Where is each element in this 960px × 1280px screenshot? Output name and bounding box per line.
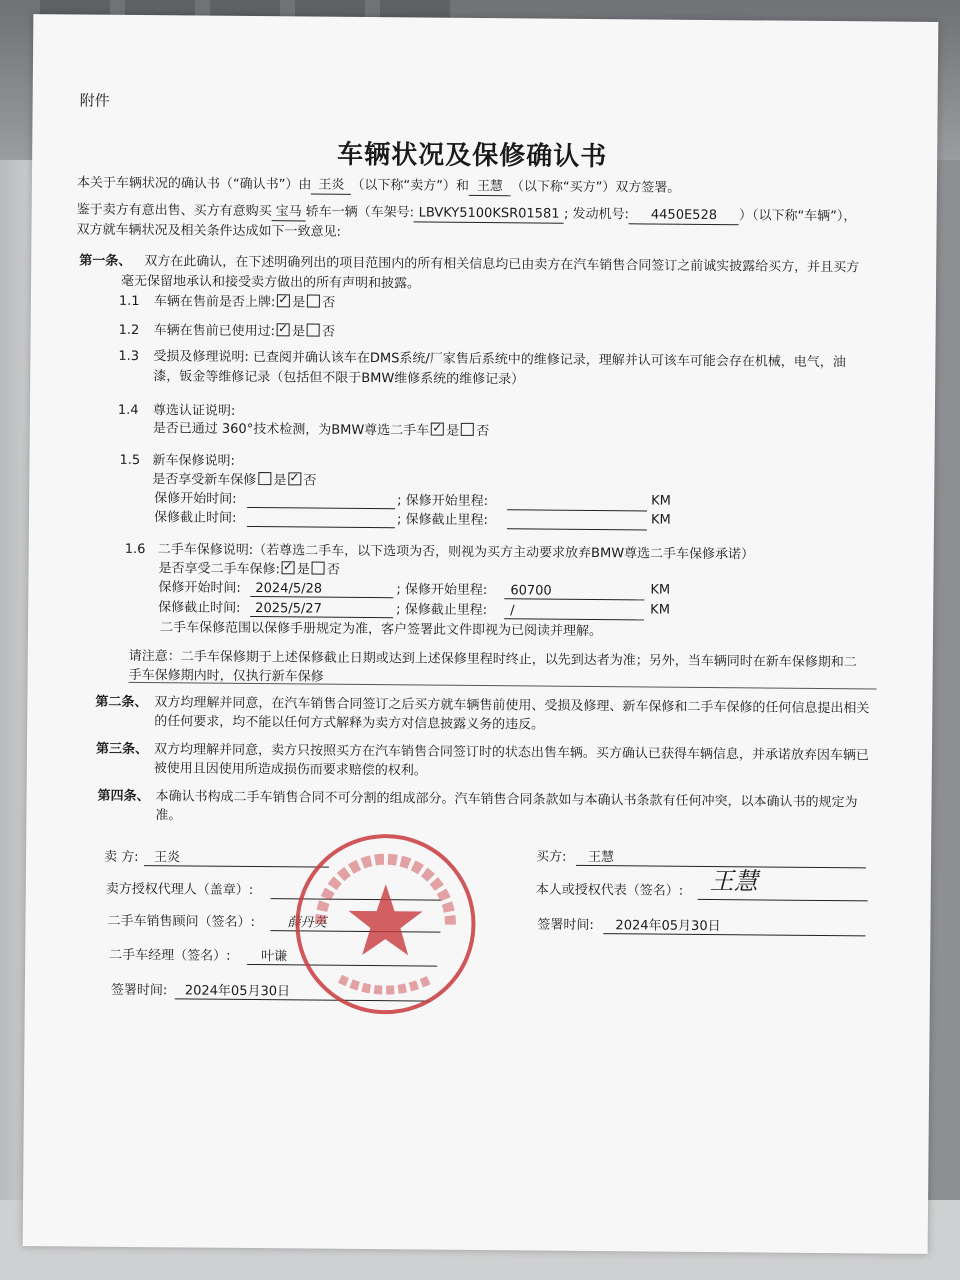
- seller-agent-label: 卖方授权代理人（盖章）:: [105, 881, 254, 899]
- notice-text: 手车保修期内时，仅执行新车保修: [128, 667, 324, 685]
- used-warranty-start-km: 60700: [510, 583, 552, 599]
- new-warranty-start-km-field[interactable]: [507, 509, 647, 511]
- km-unit: KM: [650, 602, 671, 618]
- item-1-3: 漆，钣金等维修记录（包括但不限于BMW维修系统的维修记录）: [153, 369, 525, 388]
- item-1-6: 是否享受二手车保修:✓ 是 否: [158, 560, 340, 579]
- article-4-text: 本确认书构成二手车销售合同不可分割的组成部分。汽车销售合同条款如与本确认书条款有任何冲突，以本确认书的规定为: [155, 789, 858, 811]
- buyer-date-line: [603, 933, 865, 936]
- seller-sign-label: 卖 方:: [103, 849, 139, 866]
- article-4-label: 第四条、: [97, 788, 150, 805]
- buyer-rep-line: [698, 899, 868, 901]
- article-2-label: 第二条、: [95, 694, 148, 711]
- item-1-5: 是否享受新车保修 是✓ 否: [152, 471, 316, 489]
- notice-underline: [129, 682, 877, 690]
- seller-sign-name: 王炎: [153, 850, 181, 866]
- buyer-handwritten-signature: 王慧: [709, 867, 758, 896]
- item-1-4: 是否已通过 360°技术检测，为BMW尊选二手车✓ 是 否: [153, 420, 490, 440]
- used-warranty-end-date: 2025/5/27: [255, 601, 322, 617]
- used-warranty-end-time-label: 保修截止时间:: [158, 600, 241, 616]
- km-unit: KM: [650, 512, 671, 528]
- seller-name-field: 王炎: [311, 177, 351, 195]
- checkbox-no[interactable]: [307, 323, 320, 336]
- new-warranty-end-km-label: ; 保修截止里程:: [396, 512, 488, 529]
- item-number: 1.6: [124, 541, 146, 558]
- item-1-3: 受损及修理说明: 已查阅并确认该车在DMS系统/厂家售后系统中的维修记录，理解并认可该车可能会存在机械，电气，油: [153, 349, 846, 371]
- page-title: 车辆状况及保修确认书: [337, 139, 608, 173]
- used-warranty-start-time-label: 保修开始时间:: [158, 580, 241, 596]
- new-warranty-start-time-label: 保修开始时间:: [154, 491, 237, 507]
- item-1-4-title: 尊选认证说明:: [152, 403, 236, 419]
- checkbox-no[interactable]: [312, 562, 325, 575]
- article-4-text: 准。: [155, 808, 182, 824]
- item-number: 1.1: [118, 293, 140, 310]
- checkbox-yes[interactable]: [431, 423, 444, 436]
- advisor-label: 二手车销售顾问（签名）:: [107, 913, 255, 931]
- used-warranty-end-km-field[interactable]: [504, 618, 644, 620]
- article-3-text: 被使用且因使用所造成损伤而要求赔偿的权利。: [153, 761, 427, 779]
- seller-date: 2024年05月30日: [184, 983, 291, 1000]
- checkbox-no[interactable]: [461, 423, 474, 436]
- advisor-signature: 薛丹英: [287, 915, 327, 931]
- km-unit: KM: [651, 493, 671, 509]
- vin-field: LBVKY5100KSR01581: [414, 204, 564, 223]
- item-number: 1.5: [119, 452, 141, 469]
- new-warranty-end-km-field[interactable]: [507, 528, 647, 530]
- used-warranty-start-date: 2024/5/28: [255, 581, 323, 597]
- buyer-sign-name: 王慧: [587, 849, 615, 866]
- checkbox-yes[interactable]: [282, 561, 295, 574]
- new-warranty-start-time-field[interactable]: [247, 507, 395, 509]
- item-number: 1.2: [118, 322, 140, 339]
- intro-line-1: 本关于车辆状况的确认书（“确认书”）由 王炎 （以下称“卖方”）和 王慧 （以下称“买方”）双方签署。: [76, 175, 681, 196]
- seller-date-label: 签署时间:: [110, 982, 168, 999]
- used-warranty-start-km-label: ; 保修开始里程:: [396, 582, 488, 599]
- used-warranty-end-km: /: [510, 603, 515, 619]
- brand-field: 宝马: [272, 203, 306, 221]
- manager-label: 二手车经理（签名）:: [109, 947, 231, 964]
- item-1-1: 车辆在售前是否上牌:✓ 是 否: [154, 293, 336, 312]
- company-seal-stamp: [290, 828, 482, 1020]
- buyer-rep-label: 本人或授权代表（签名）:: [535, 882, 684, 899]
- article-3-text: 双方均理解并同意，卖方只按照买方在汽车销售合同签订时的状态出售车辆。买方确认已获得车辆信息，并承诺放弃因车辆已: [153, 742, 870, 764]
- buyer-date-label: 签署时间:: [537, 917, 594, 933]
- used-warranty-end-km-label: ; 保修截止里程:: [396, 602, 488, 619]
- used-warranty-scope: 二手车保修范围以保修手册规定为准，客户签署此文件即视为已阅读并理解。: [159, 620, 603, 640]
- article-1-text: 毫无保留地承认和接受卖方做出的所有声明和披露。: [120, 273, 421, 292]
- checkbox-yes[interactable]: [277, 294, 290, 307]
- new-warranty-start-km-label: ; 保修开始里程:: [397, 493, 489, 510]
- item-1-6-title: 二手车保修说明:（若尊选二手车，以下选项为否，则视为买方主动要求放弃BMW尊选二手车保修承诺）: [157, 542, 755, 563]
- notice-text: 请注意：二手车保修期于上述保修截止日期或达到上述保修里程时终止，以先到达者为准；另外，当车辆同时在新车保修期和二: [128, 648, 857, 671]
- article-2-text: 的任何要求，均不能以任何方式解释为卖方对信息披露义务的违反。: [154, 714, 545, 733]
- item-number: 1.4: [117, 402, 139, 419]
- checkbox-yes[interactable]: [277, 323, 290, 336]
- item-1-5-title: 新车保修说明:: [152, 453, 235, 469]
- checkbox-no[interactable]: [307, 294, 320, 307]
- item-1-2: 车辆在售前已使用过:✓ 是 否: [154, 322, 336, 341]
- intro-line-3: 双方就车辆状况及相关条件达成如下一致意见:: [76, 222, 341, 240]
- new-warranty-end-time-field[interactable]: [247, 526, 395, 528]
- buyer-sign-label: 买方:: [535, 849, 567, 865]
- document-page: [23, 14, 939, 1254]
- checkbox-no[interactable]: [288, 472, 301, 485]
- buyer-name-field: 王慧: [469, 178, 511, 196]
- checkbox-yes[interactable]: [258, 472, 271, 485]
- km-unit: KM: [650, 582, 671, 598]
- engine-number-field: 4450E528: [629, 206, 739, 225]
- buyer-date: 2024年05月30日: [615, 918, 721, 935]
- item-number: 1.3: [118, 348, 140, 365]
- article-1-label: 第一条、: [79, 253, 132, 269]
- article-1-text: 双方在此确认，在下述明确列出的项目范围内的所有相关信息均已由卖方在汽车销售合同签订之前诚实披露给买方，并且买方: [144, 254, 860, 276]
- article-3-label: 第三条、: [95, 741, 149, 758]
- manager-name: 叶谦: [261, 949, 288, 965]
- new-warranty-end-time-label: 保修截止时间:: [153, 510, 237, 526]
- article-2-text: 双方均理解并同意，在汽车销售合同签订之后买方就车辆售前使用、受损及修理、新车保修和二手车保修的任何信息提出相关: [154, 695, 870, 717]
- attachment-label: 附件: [79, 91, 110, 110]
- intro-line-2: 鉴于卖方有意出售、买方有意购买 宝马 轿车一辆（车架号: LBVKY5100KSR01581 ; 发动机号: 4450E528 ）（以下称“车辆”），: [76, 202, 857, 225]
